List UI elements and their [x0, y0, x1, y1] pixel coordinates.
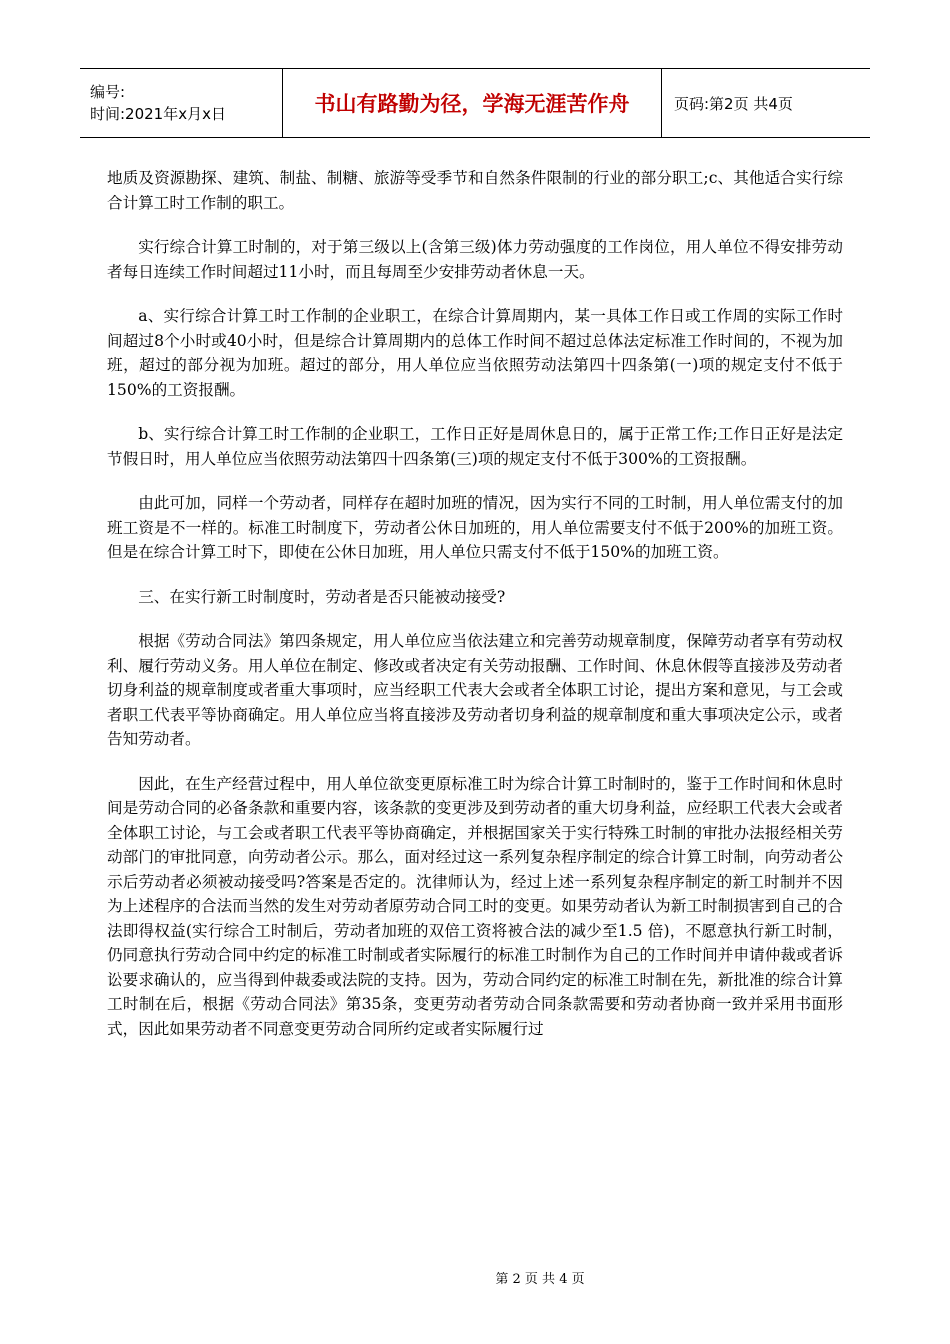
paragraph: 由此可加，同样一个劳动者，同样存在超时加班的情况，因为实行不同的工时制，用人单位需支付的加班工资是不一样的。标准工时制度下，劳动者公休日加班的，用人单位需要支付不低于200%的加班工资。但是在综合计算工时下，即使在公休日加班，用人单位只需支付不低于150%的加班工资。 — [107, 494, 843, 561]
page-header — [80, 68, 870, 138]
paragraph: 地质及资源勘探、建筑、制盐、制糖、旅游等受季节和自然条件限制的行业的部分职工;c、其他适合实行综合计算工时工作制的职工。 — [107, 169, 843, 212]
document-time-label: 时间:2021年x月x日 — [90, 105, 226, 123]
page-footer: 第 2 页 共 4 页 — [495, 1272, 585, 1287]
header-page-info: 页码:第2页 共4页 — [674, 94, 793, 113]
paragraph: 因此，在生产经营过程中，用人单位欲变更原标准工时为综合计算工时制时的，鉴于工作时间和休息时间是劳动合同的必备条款和重要内容，该条款的变更涉及到劳动者的重大切身利益，应经职工代表大会或者全体职工讨论，与工会或者职工代表平等协商确定，并根据国家关于实行特殊工时制的审批办法报经相关劳动部门的审批同意，向劳动者公示。那么，面对经过这一系列复杂程序制定的综合计算工时制，向劳动者公示后劳动者必须被动接受吗?答案是否定的。沈律师认为，经过上述一系列复杂程序制定的新工时制并不因为上述程序的合法而当然的发生对劳动者原劳动合同工时的变更。如果劳动者认为新工时制损害到自己的合法即得权益(实行综合工时制后，劳动者加班的双倍工资将被合法的减少至1.5 倍)，不愿意执行新工时制，仍同意执行劳动合同中约定的标准工时制或者实际履行的标准工时制作为自己的工作时间并申请仲裁或者诉讼要求确认的，应当得到仲裁委或法院的支持。因为，劳动合同约定的标准工时制在先，新批准的综合计算工时制在后，根据《劳动合同法》第35条，变更劳动者劳动合同条款需要和劳动者协商一致并采用书面形式，因此如果劳动者不同意变更劳动合同所约定或者实际履行过 — [107, 774, 843, 1038]
header-motto: 书山有路勤为径，学海无涯苦作舟 — [283, 69, 662, 137]
header-meta — [80, 69, 283, 137]
paragraph: a、实行综合计算工时工作制的企业职工，在综合计算周期内，某一具体工作日或工作周的实际工作时间超过8个小时或40小时，但是综合计算周期内的总体工作时间不超过总体法定标准工作时间的，不视为加班，超过的部分视为加班。超过的部分，用人单位应当依照劳动法第四十四条第(一)项的规定支付不低于150%的工资报酬。 — [107, 307, 843, 399]
document-body — [107, 166, 843, 1061]
document-number-label: 编号: — [90, 83, 126, 101]
paragraph: 根据《劳动合同法》第四条规定，用人单位应当依法建立和完善劳动规章制度，保障劳动者享有劳动权利、履行劳动义务。用人单位在制定、修改或者决定有关劳动报酬、工作时间、休息休假等直接涉及劳动者切身利益的规章制度或者重大事项时，应当经职工代表大会或者全体职工讨论，提出方案和意见，与工会或者职工代表平等协商确定。用人单位应当将直接涉及劳动者切身利益的规章制度和重大事项决定公示，或者告知劳动者。 — [107, 632, 843, 748]
paragraph: b、实行综合计算工时工作制的企业职工，工作日正好是周休息日的，属于正常工作;工作日正好是法定节假日时，用人单位应当依照劳动法第四十四条第(三)项的规定支付不低于300%的工资报酬。 — [107, 425, 843, 468]
section-heading: 三、在实行新工时制度时，劳动者是否只能被动接受? — [138, 587, 506, 606]
paragraph: 实行综合计算工时制的，对于第三级以上(含第三级)体力劳动强度的工作岗位，用人单位不得安排劳动者每日连续工作时间超过11小时，而且每周至少安排劳动者休息一天。 — [107, 238, 843, 281]
